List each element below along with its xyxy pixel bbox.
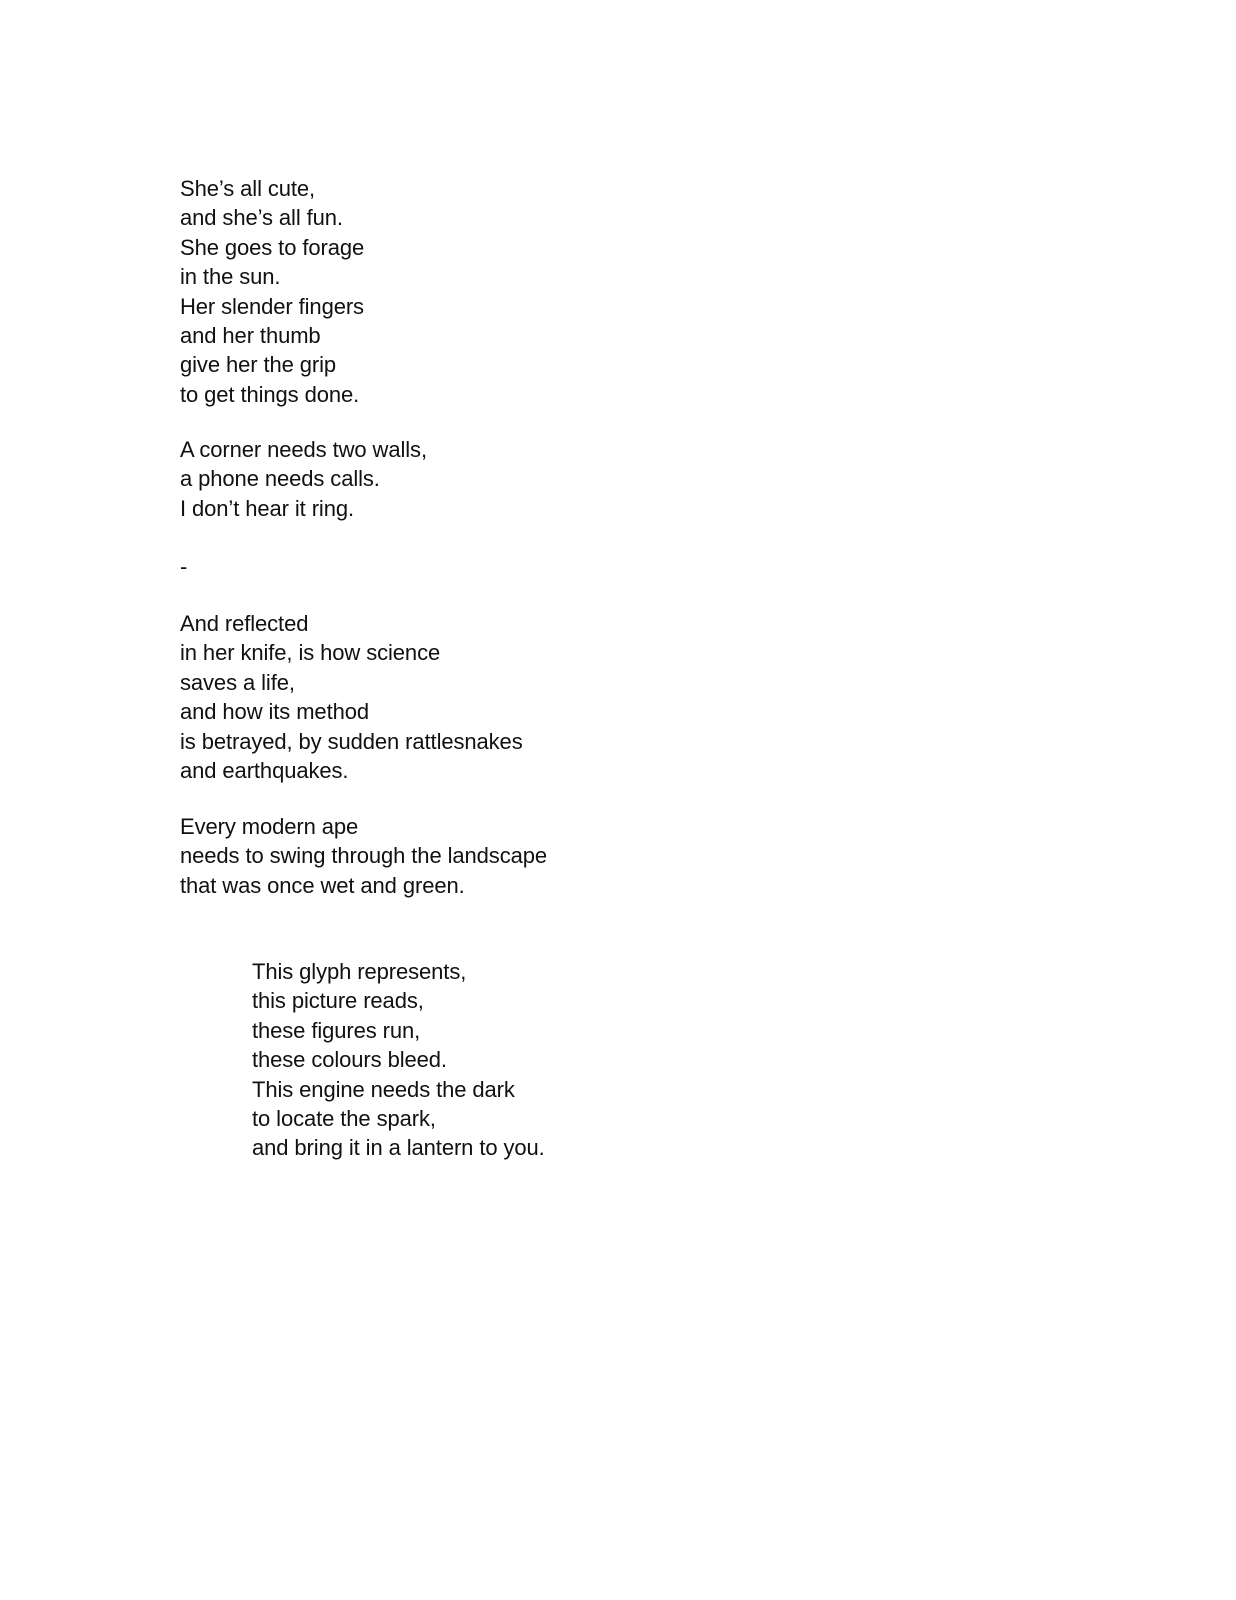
poem-line: these colours bleed.	[252, 1047, 447, 1073]
poem-stanza-5-indented	[252, 957, 545, 1163]
separator-dash: -	[180, 554, 188, 579]
section-separator	[180, 552, 187, 581]
poem-line: in the sun.	[180, 264, 281, 290]
poem-line: to locate the spark,	[252, 1106, 436, 1132]
poem-line: She goes to forage	[180, 234, 365, 260]
poem-line: Every modern ape	[180, 814, 359, 839]
poem-line: these figures run,	[252, 1017, 421, 1043]
poem-line: that was once wet and green.	[180, 872, 465, 898]
poem-line: saves a life,	[180, 669, 295, 695]
poem-line: and earthquakes.	[180, 758, 349, 784]
poem-line: She’s all cute,	[180, 176, 316, 201]
poem-line: This engine needs the dark	[252, 1076, 515, 1102]
poem-line: is betrayed, by sudden rattlesnakes	[180, 728, 523, 754]
poem-line: This glyph represents,	[252, 959, 467, 984]
poem-line: to get things done.	[180, 381, 360, 407]
poem-stanza-1	[180, 174, 364, 409]
poem-line: and bring it in a lantern to you.	[252, 1135, 545, 1161]
poem-line: and how its method	[180, 699, 369, 725]
poem-line: and her thumb	[180, 323, 321, 349]
poem-line: a phone needs calls.	[180, 466, 380, 492]
poem-stanza-2	[180, 435, 427, 523]
poem-line: needs to swing through the landscape	[180, 843, 547, 869]
poem-line: A corner needs two walls,	[180, 437, 427, 462]
poem-line: I don’t hear it ring.	[180, 495, 354, 521]
poem-line: and she’s all fun.	[180, 205, 343, 231]
poem-line: this picture reads,	[252, 988, 424, 1014]
poem-line: in her knife, is how science	[180, 640, 441, 666]
poem-stanza-3	[180, 609, 523, 785]
poem-line: Her slender fingers	[180, 293, 364, 319]
poem-line: give her the grip	[180, 352, 337, 378]
poem-line: And reflected	[180, 611, 309, 636]
poem-stanza-4	[180, 812, 547, 900]
